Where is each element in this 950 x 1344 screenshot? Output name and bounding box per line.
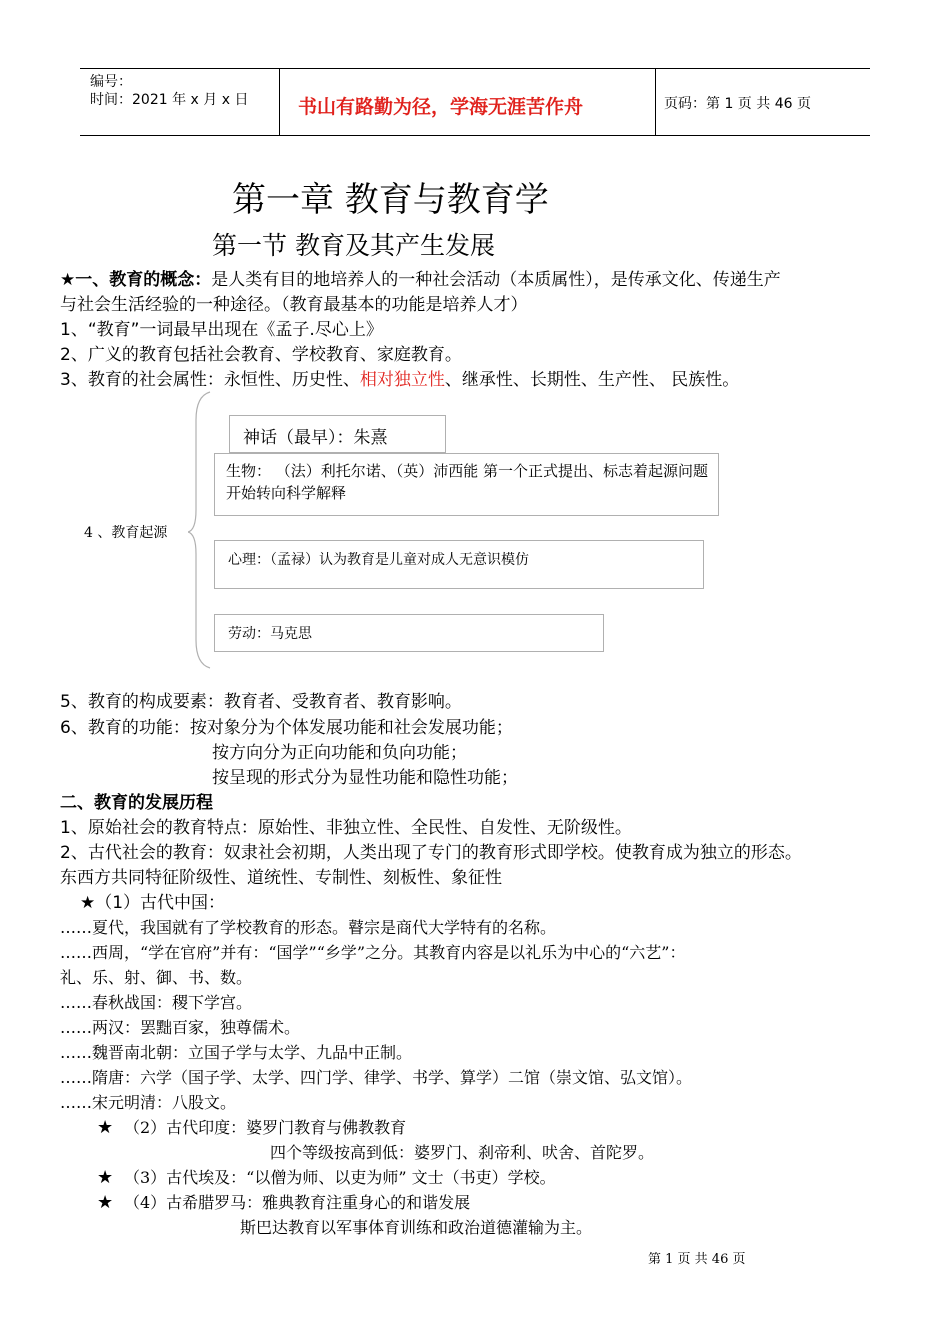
origin-labor-box [214, 614, 604, 652]
origin-myth-box [229, 415, 446, 453]
origin-myth-text: 神话（最早）：朱熹 [243, 428, 388, 448]
origin-biology-text: 生物： （法）利托尔诺、（英）沛西能 第一个正式提出、标志着起源问题开始转向科学解释 [226, 462, 709, 502]
china-song-qing: ……宋元明清：八股文。 [60, 1093, 237, 1112]
concept-definition: 是人类有目的地培养人的一种社会活动（本质属性），是传承文化、传递生产 [211, 270, 781, 290]
china-wei-jin: ……魏晋南北朝：立国子学与太学、九品中正制。 [60, 1043, 413, 1062]
china-spring-autumn: ……春秋战国：稷下学宫。 [60, 993, 253, 1012]
china-sui-tang: ……隋唐：六学（国子学、太学、四门学、律学、书学、算学）二馆（崇文馆、弘文馆）。 [60, 1068, 693, 1087]
point-3-text-a: 3、教育的社会属性：永恒性、历史性、 [60, 370, 360, 390]
header-motto: 书山有路勤为径，学海无涯苦作舟 [298, 96, 584, 118]
origin-labor-text: 劳动：马克思 [228, 626, 312, 642]
point-5: 5、教育的构成要素：教育者、受教育者、教育影响。 [60, 692, 462, 712]
china-xia: ……夏代，我国就有了学校教育的形态。瞽宗是商代大学特有的名称。 [60, 918, 557, 937]
header-bottom-rule [80, 135, 870, 136]
concept-line-2: 与社会生活经验的一种途径。（教育最基本的功能是培养人才） [60, 295, 528, 315]
ancient-education: 2、古代社会的教育：奴隶社会初期，人类出现了专门的教育形式即学校。使教育成为独立的形态。 [60, 843, 802, 863]
point-6: 6、教育的功能：按对象分为个体发展功能和社会发展功能； [60, 718, 513, 738]
point-3-highlight: 相对独立性 [359, 370, 445, 390]
chapter-title: 第一章 教育与教育学 [232, 180, 549, 220]
star-marker: ★一、 [60, 270, 110, 290]
origin-biology-box [214, 453, 719, 516]
page-indicator: 页码：第 1 页 共 46 页 [664, 96, 811, 112]
china-han: ……两汉：罢黜百家，独尊儒术。 [60, 1018, 301, 1037]
point-3 [60, 368, 739, 392]
origin-psychology-text: 心理：（孟禄）认为教育是儿童对成人无意识模仿 [228, 552, 529, 568]
ancient-egypt: （3）古代埃及：“以僧为师、以吏为师” 文士（书吏）学校。 [124, 1168, 556, 1187]
india-star: ★ [97, 1117, 114, 1138]
serial-number-label: 编号： [90, 74, 132, 90]
ancient-china-heading: ★（1）古代中国： [80, 893, 226, 913]
sparta-education: 斯巴达教育以军事体育训练和政治道德灌输为主。 [240, 1218, 593, 1237]
egypt-star: ★ [97, 1167, 114, 1188]
ancient-greece-rome: （4）古希腊罗马：雅典教育注重身心的和谐发展 [124, 1193, 471, 1212]
ancient-education-traits: 东西方共同特征阶级性、道统性、专制性、刻板性、象征性 [60, 868, 502, 888]
point-6-form: 按呈现的形式分为显性功能和隐性功能； [212, 768, 518, 788]
china-zhou: ……西周，“学在官府”并有：“国学”“乡学”之分。其教育内容是以礼乐为中心的“六艺”： [60, 943, 686, 962]
point-3-text-b: 、继承性、长期性、生产性、 民族性。 [444, 370, 740, 390]
section-title: 第一节 教育及其产生发展 [212, 231, 495, 260]
point-1: 1、“教育”一词最早出现在《孟子.尽心上》 [60, 320, 383, 340]
india-castes: 四个等级按高到低：婆罗门、刹帝利、吠舍、首陀罗。 [270, 1143, 655, 1162]
china-zhou-six-arts: 礼、乐、射、御、书、数。 [60, 968, 253, 987]
concept-line [60, 268, 781, 292]
origin-label: 4 、教育起源 [84, 525, 168, 541]
point-2: 2、广义的教育包括社会教育、学校教育、家庭教育。 [60, 345, 462, 365]
concept-term: 教育的概念： [109, 270, 212, 290]
page-footer: 第 1 页 共 46 页 [648, 1252, 746, 1267]
point-6-direction: 按方向分为正向功能和负向功能； [212, 743, 467, 763]
origin-psychology-box [214, 540, 704, 589]
primitive-education: 1、原始社会的教育特点：原始性、非独立性、全民性、自发性、无阶级性。 [60, 818, 632, 838]
heading-development: 二、教育的发展历程 [60, 793, 213, 813]
ancient-india: （2）古代印度：婆罗门教育与佛教教育 [124, 1118, 407, 1137]
header-divider-left [279, 68, 280, 135]
greece-star: ★ [97, 1192, 114, 1213]
header-top-rule [80, 68, 870, 69]
date-label: 时间：2021 年 x 月 x 日 [90, 92, 249, 108]
header-divider-right [655, 68, 656, 135]
